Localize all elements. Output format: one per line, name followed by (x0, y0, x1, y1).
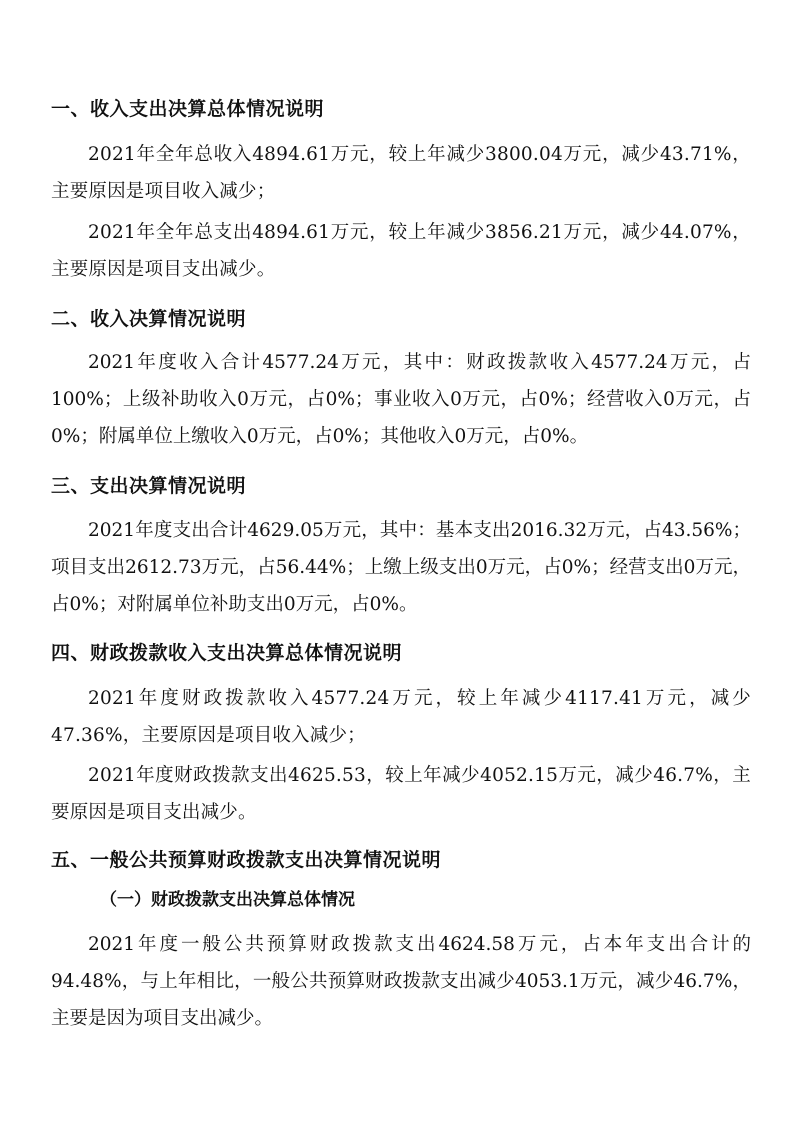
section-5-paragraph-1: 2021年度一般公共预算财政拨款支出4624.58万元，占本年支出合计的94.48%，与上年相比，一般公共预算财政拨款支出减少4053.1万元，减少46.7%，主要是因为项目支出减少。 (51, 934, 751, 1030)
section-5-subtitle: （一）财政拨款支出决算总体情况 (100, 890, 355, 910)
section-5-title: 五、一般公共预算财政拨款支出决算情况说明 (51, 849, 442, 871)
section-4-paragraph-2: 2021年度财政拨款支出4625.53，较上年减少4052.15万元，减少46.7%，主要原因是项目支出减少。 (51, 765, 751, 824)
section-3-title: 三、支出决算情况说明 (51, 475, 247, 497)
section-2-paragraph-1: 2021年度收入合计4577.24万元，其中：财政拨款收入4577.24万元，占100%；上级补助收入0万元，占0%；事业收入0万元，占0%；经营收入0万元，占0%；附属单位上缴收入0万元，占0%；其他收入0万元，占0%。 (51, 352, 751, 448)
section-1-paragraph-2: 2021年全年总支出4894.61万元，较上年减少3856.21万元，减少44.07%，主要原因是项目支出减少。 (51, 222, 751, 281)
section-1-title: 一、收入支出决算总体情况说明 (51, 98, 325, 120)
section-3-paragraph-1: 2021年度支出合计4629.05万元，其中：基本支出2016.32万元，占43.56%；项目支出2612.73万元，占56.44%；上缴上级支出0万元，占0%；经营支出0万元，占0%；对附属单位补助支出0万元，占0%。 (51, 520, 751, 616)
section-1-paragraph-1: 2021年全年总收入4894.61万元，较上年减少3800.04万元，减少43.71%，主要原因是项目收入减少； (51, 144, 751, 203)
section-2-title: 二、收入决算情况说明 (51, 308, 247, 330)
section-4-paragraph-1: 2021年度财政拨款收入4577.24万元，较上年减少4117.41万元，减少47.36%，主要原因是项目收入减少； (51, 688, 751, 747)
section-4-title: 四、财政拨款收入支出决算总体情况说明 (51, 642, 403, 664)
